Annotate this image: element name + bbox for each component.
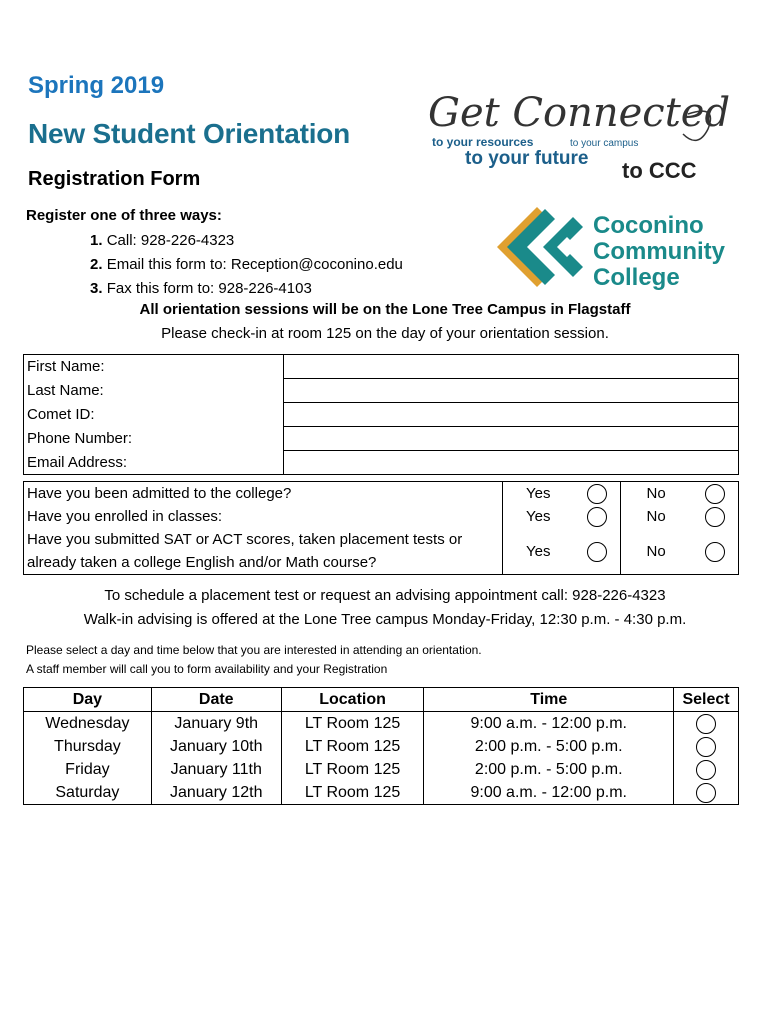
- date-cell: January 9th: [151, 712, 281, 736]
- day-cell: Wednesday: [24, 712, 152, 736]
- select-note-1: Please select a day and time below that you are interested in attending an orientation.: [26, 643, 482, 657]
- comet-id-field[interactable]: [284, 403, 739, 427]
- question-scores: Have you submitted SAT or ACT scores, taken placement tests or already taken a college English and/or Math course?: [24, 528, 503, 575]
- coconino-college-logo: [495, 205, 740, 293]
- page-title: New Student Orientation: [28, 118, 351, 149]
- radio-circle-icon: [705, 507, 725, 527]
- col-header-time: Time: [424, 688, 674, 712]
- yes-label: Yes: [503, 505, 574, 528]
- logo-gc-line2b: to your campus: [570, 138, 639, 149]
- last-name-field[interactable]: [284, 379, 739, 403]
- season-heading: Spring 2019: [28, 72, 165, 99]
- logo-college-line2: Community: [593, 238, 725, 265]
- radio-circle-icon: [587, 507, 607, 527]
- time-cell: 9:00 a.m. - 12:00 p.m.: [424, 781, 674, 805]
- enrolled-no-radio[interactable]: [691, 505, 738, 528]
- schedule-table: [23, 687, 739, 805]
- radio-circle-icon: [696, 737, 716, 757]
- time-cell: 9:00 a.m. - 12:00 p.m.: [424, 712, 674, 736]
- date-cell: January 12th: [151, 781, 281, 805]
- scores-no-radio[interactable]: [691, 528, 738, 575]
- col-header-date: Date: [151, 688, 281, 712]
- college-emblem-icon: [497, 207, 583, 287]
- logo-gc-line3: to your future: [465, 148, 589, 169]
- email-address-label: Email Address:: [24, 451, 284, 475]
- radio-circle-icon: [705, 484, 725, 504]
- enrolled-yes-radio[interactable]: [573, 505, 620, 528]
- register-heading: Register one of three ways:: [26, 207, 222, 224]
- select-radio-thursday[interactable]: [674, 735, 739, 758]
- select-radio-wednesday[interactable]: [674, 712, 739, 736]
- time-cell: 2:00 p.m. - 5:00 p.m.: [424, 758, 674, 781]
- questions-table: [23, 481, 739, 575]
- radio-circle-icon: [587, 542, 607, 562]
- info-row-phone: [24, 427, 739, 451]
- student-info-table: [23, 354, 739, 475]
- select-note-2: A staff member will call you to form availability and your Registration: [26, 662, 388, 676]
- checkin-note: Please check-in at room 125 on the day of your orientation session.: [161, 325, 609, 342]
- phone-number-label: Phone Number:: [24, 427, 284, 451]
- date-cell: January 11th: [151, 758, 281, 781]
- date-cell: January 10th: [151, 735, 281, 758]
- advising-line-2: Walk-in advising is offered at the Lone Tree campus Monday-Friday, 12:30 p.m. - 4:30 p.m.: [83, 611, 687, 628]
- question-row-enrolled: [24, 505, 739, 528]
- advising-line-1: To schedule a placement test or request an advising appointment call: 928-226-4323: [104, 587, 666, 604]
- radio-circle-icon: [696, 760, 716, 780]
- register-way-fax: 3. Fax this form to: 928-226-4103: [90, 280, 312, 297]
- email-address-field[interactable]: [284, 451, 739, 475]
- logo-gc-line4: to CCC: [622, 158, 697, 183]
- logo-college-line3: College: [593, 264, 680, 291]
- radio-circle-icon: [696, 783, 716, 803]
- day-cell: Friday: [24, 758, 152, 781]
- phone-number-field[interactable]: [284, 427, 739, 451]
- info-row-email: [24, 451, 739, 475]
- info-row-comet-id: [24, 403, 739, 427]
- time-cell: 2:00 p.m. - 5:00 p.m.: [424, 735, 674, 758]
- logo-college-line1: Coconino: [593, 212, 704, 239]
- question-row-admitted: [24, 482, 739, 506]
- col-header-select: Select: [674, 688, 739, 712]
- location-cell: LT Room 125: [281, 735, 424, 758]
- first-name-label: First Name:: [24, 355, 284, 379]
- info-row-last-name: [24, 379, 739, 403]
- schedule-header-row: [24, 688, 739, 712]
- first-name-field[interactable]: [284, 355, 739, 379]
- admitted-no-radio[interactable]: [691, 482, 738, 506]
- logo-gc-line1: Get Connected: [428, 90, 731, 136]
- radio-circle-icon: [587, 484, 607, 504]
- day-cell: Thursday: [24, 735, 152, 758]
- col-header-location: Location: [281, 688, 424, 712]
- last-name-label: Last Name:: [24, 379, 284, 403]
- day-cell: Saturday: [24, 781, 152, 805]
- radio-circle-icon: [705, 542, 725, 562]
- table-row: [24, 781, 739, 805]
- comet-id-label: Comet ID:: [24, 403, 284, 427]
- table-row: [24, 735, 739, 758]
- location-cell: LT Room 125: [281, 758, 424, 781]
- radio-circle-icon: [696, 714, 716, 734]
- select-radio-friday[interactable]: [674, 758, 739, 781]
- question-row-scores: [24, 528, 739, 575]
- register-way-call: 1. Call: 928-226-4323: [90, 232, 235, 249]
- form-subtitle: Registration Form: [28, 168, 201, 190]
- campus-note: All orientation sessions will be on the Lone Tree Campus in Flagstaff: [139, 301, 631, 318]
- table-row: [24, 758, 739, 781]
- yes-label: Yes: [503, 482, 574, 506]
- scores-yes-radio[interactable]: [573, 528, 620, 575]
- col-header-day: Day: [24, 688, 152, 712]
- get-connected-logo: [420, 84, 740, 184]
- no-label: No: [621, 482, 692, 506]
- select-radio-saturday[interactable]: [674, 781, 739, 805]
- yes-label: Yes: [503, 528, 574, 575]
- admitted-yes-radio[interactable]: [573, 482, 620, 506]
- info-row-first-name: [24, 355, 739, 379]
- no-label: No: [621, 505, 692, 528]
- location-cell: LT Room 125: [281, 781, 424, 805]
- question-enrolled: Have you enrolled in classes:: [24, 505, 503, 528]
- register-way-email: 2. Email this form to: Reception@coconino.edu: [90, 256, 403, 273]
- logo-gc-line2a: to your resources: [432, 135, 534, 149]
- location-cell: LT Room 125: [281, 712, 424, 736]
- no-label: No: [621, 528, 692, 575]
- table-row: [24, 712, 739, 736]
- question-admitted: Have you been admitted to the college?: [24, 482, 503, 506]
